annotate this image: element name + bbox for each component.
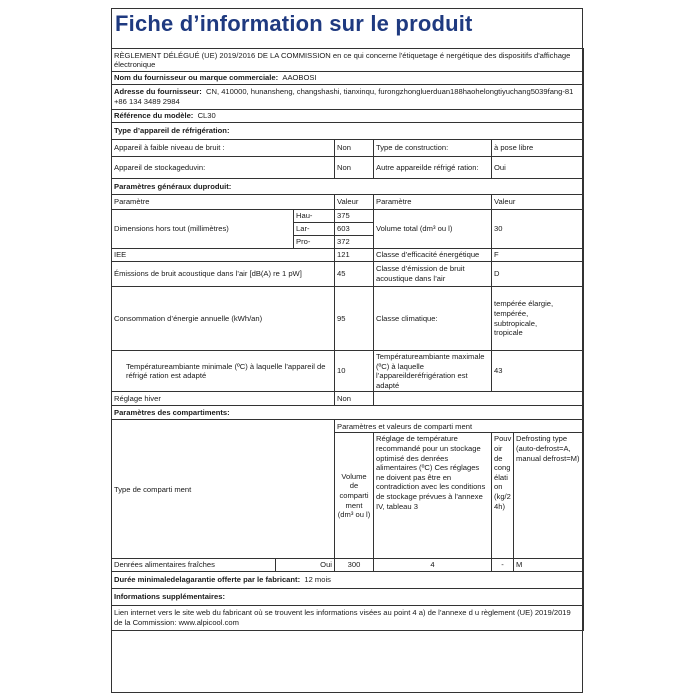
additional-heading-row [112,588,584,605]
construction-value: à pose libre [492,140,584,157]
general-heading-row [112,179,584,195]
winter-setting-label: Réglage hiver [112,392,335,406]
model-ref-label: Référence du modèle: [114,111,194,121]
noise-class-label: Classe d’émission de bruit acoustique dans l’air [374,262,492,287]
noise-class-value: D [492,262,584,287]
supplier-address-row [112,85,584,110]
noise-emission-label: Émissions de bruit acoustique dans l’air [dB(A) re 1 pW] [112,262,335,287]
compartment-temp: 4 [374,559,492,572]
total-volume-label: Volume total (dm³ ou l) [374,210,492,249]
climate-class-values [492,287,584,351]
model-ref-row [112,110,584,123]
energy-consumption-value: 95 [335,287,374,351]
winter-setting-value: Non [335,392,374,406]
warranty-cell [112,571,584,588]
page-title: Fiche d’information sur le produit [115,11,473,36]
product-info-table [111,48,584,631]
compartment-defrost: M [514,559,584,572]
low-noise-label: Appareil à faible niveau de bruit : [112,140,335,157]
dimension-depth-value: 372 [335,236,374,249]
iee-value: 121 [335,249,374,262]
low-noise-row [112,140,584,157]
supplier-name-row [112,72,584,85]
param-column-header-2: Paramètre [374,195,492,210]
energy-climate-row [112,287,584,351]
supplier-address-value: CN, 410000, hunansheng, changshashi, tianxinqu, furongzhongluerduan188haohelongtiyuchang5039fang-81 +86 134 3489 2984 [114,87,574,106]
min-ambient-temp-label: Températureambiante minimale (ºC) à laquelle l’appareil de réfrigé ration est adapté [112,351,335,392]
max-ambient-temp-label: Températureambiante maximale (ºC) à laquelle l’appareilderéfrigération est adapté [374,351,492,392]
climate-class-value: tempérée élargie, [494,299,554,309]
supplier-address-label: Adresse du fournisseur: [114,87,202,97]
dimension-depth-label: Pro- [294,236,335,249]
winter-setting-row [112,392,584,406]
supplier-name-cell [112,72,584,85]
ambient-temperature-row [112,351,584,392]
supplier-address-cell [112,85,584,110]
dimension-height-row [112,210,584,223]
warranty-value: 12 mois [304,575,331,585]
model-ref-cell [112,110,584,123]
efficiency-class-value: F [492,249,584,262]
compartment-type-label: Type de comparti ment [112,420,335,559]
wine-storage-label: Appareil de stockageduvin: [112,157,335,179]
freezing-capacity-header: Pouv oir de cong élati on (kg/2 4h) [492,433,514,559]
regulation-text: RÈGLEMENT DÉLÉGUÉ (UE) 2019/2016 DE LA COMMISSION en ce qui concerne l'étiquetage é nergétique des dispositifs d'affichage électronique [112,49,584,72]
other-appliance-value: Oui [492,157,584,179]
regulation-row [112,49,584,72]
winter-setting-empty [374,392,584,406]
supplier-name-value: AAOBOSI [282,73,317,83]
construction-label: Type de construction: [374,140,492,157]
dimension-height-value: 375 [335,210,374,223]
value-column-header: Valeur [335,195,374,210]
additional-info-row [112,605,584,630]
warranty-label: Durée minimaledelagarantie offerte par le fabricant: [114,575,301,585]
compartment-param-header: Paramètres et valeurs de comparti ment [335,420,584,433]
noise-emission-value: 45 [335,262,374,287]
recommended-temp-header: Réglage de température recommandé pour un stockage optimisé des denrées alimentaires (ºC) Ces réglages ne doivent pas être en contradiction avec les conditions de stockage prévues à l’annexe IV, tableau 3 [374,433,492,559]
efficiency-class-label: Classe d’efficacité énergétique [374,249,492,262]
max-ambient-temp-value: 43 [492,351,584,392]
wine-storage-row [112,157,584,179]
energy-consumption-label: Consommation d’énergie annuelle (kWh/an) [112,287,335,351]
compartment-freezing: - [492,559,514,572]
compartment-volume: 300 [335,559,374,572]
value-column-header-2: Valeur [492,195,584,210]
compartments-heading-row [112,406,584,420]
supplier-name-label: Nom du fournisseur ou marque commerciale: [114,73,279,83]
compartments-heading: Paramètres des compartiments: [112,406,584,420]
general-heading: Paramètres généraux duproduit: [112,179,584,195]
additional-info-text: Lien internet vers le site web du fabricant où se trouvent les informations visées au point 4 a) de l’annexe d u règlement (UE) 2019/2019 de la Commission: www.alpicool.com [112,605,584,630]
wine-storage-value: Non [335,157,374,179]
compartment-present: Oui [276,559,335,572]
low-noise-value: Non [335,140,374,157]
appliance-type-heading: Type d’appareil de réfrigération: [112,123,584,140]
compartment-param-header-row [112,420,584,433]
compartment-name: Denrées alimentaires fraîches [112,559,276,572]
climate-class-value: subtropicale, [494,318,538,328]
appliance-type-heading-row [112,123,584,140]
dimensions-label: Dimensions hors tout (millimètres) [112,210,294,249]
climate-class-value: tropicale [494,328,523,338]
noise-row [112,262,584,287]
general-column-header-row [112,195,584,210]
climate-class-label: Classe climatique: [374,287,492,351]
dimension-height-label: Hau- [294,210,335,223]
defrosting-type-header: Defrosting type (auto-defrost=A, manual defrost=M) [514,433,584,559]
iee-label: IEE [112,249,335,262]
param-column-header: Paramètre [112,195,335,210]
iee-row [112,249,584,262]
total-volume-value: 30 [492,210,584,249]
warranty-row [112,571,584,588]
min-ambient-temp-value: 10 [335,351,374,392]
dimension-width-label: Lar- [294,223,335,236]
other-appliance-label: Autre appareilde réfrigé ration: [374,157,492,179]
dimension-width-value: 603 [335,223,374,236]
climate-class-value: tempérée, [494,308,529,318]
additional-heading: Informations supplémentaires: [112,588,584,605]
compartment-row [112,559,584,572]
compartment-volume-header: Volume de comparti ment (dm³ ou l) [335,433,374,559]
model-ref-value: CL30 [197,111,216,121]
